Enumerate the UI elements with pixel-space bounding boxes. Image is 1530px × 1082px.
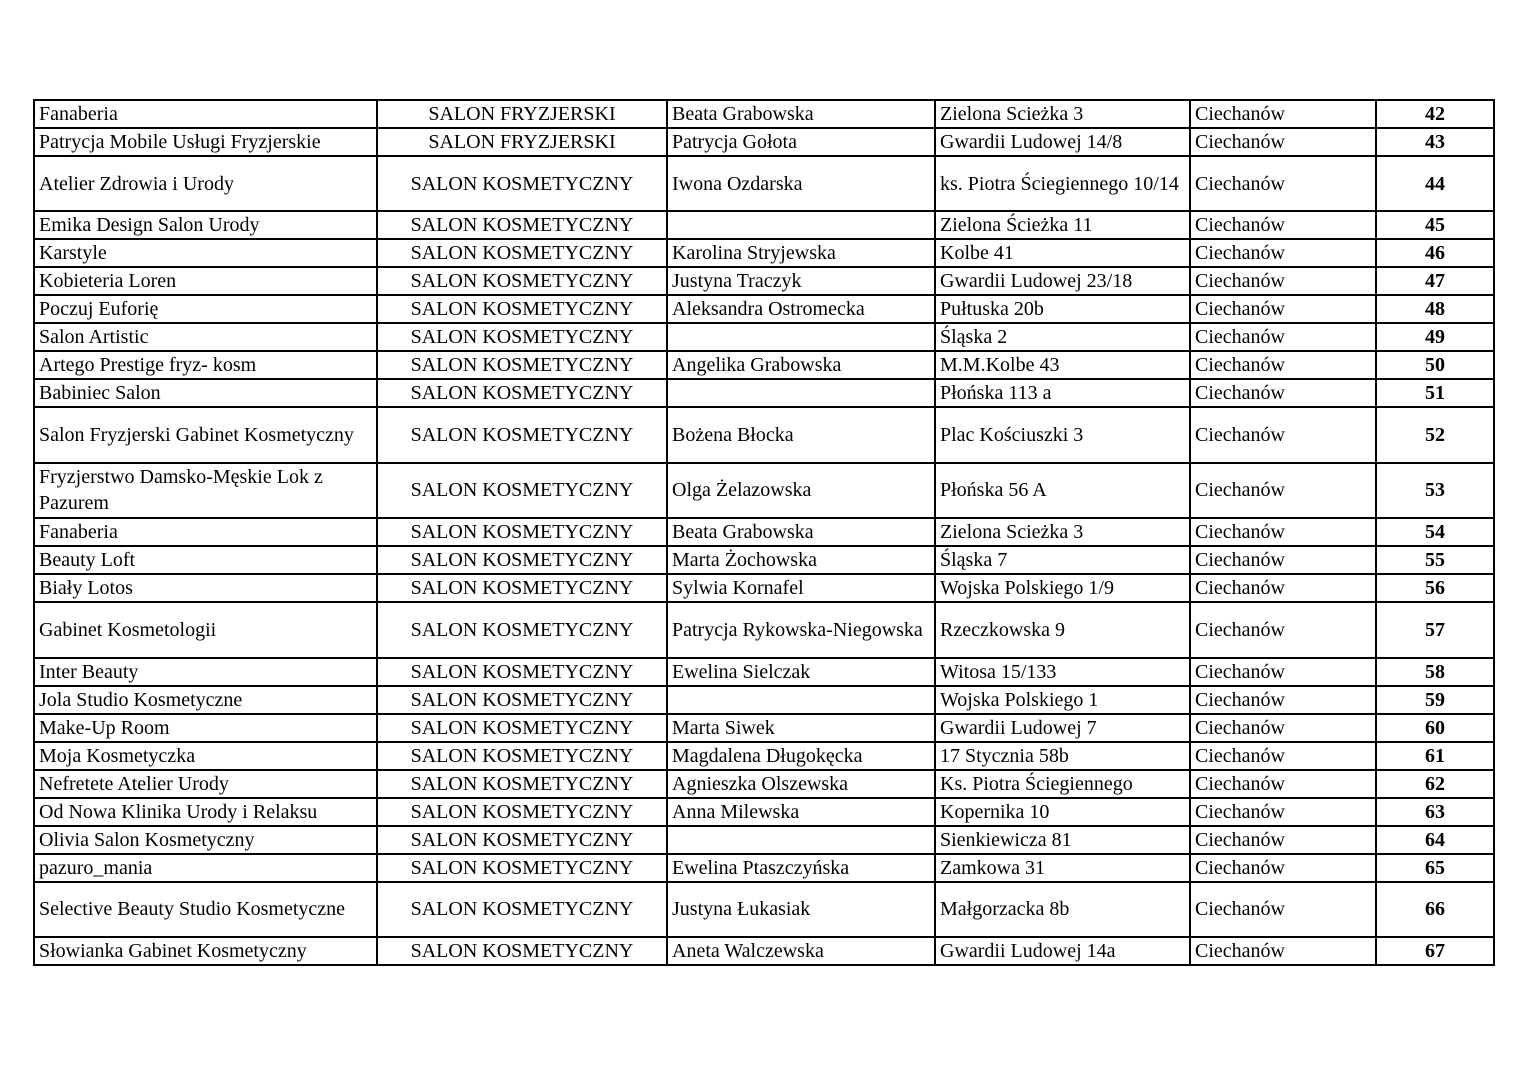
table-row xyxy=(34,742,1494,770)
address-cell: Wojska Polskiego 1 xyxy=(935,686,1190,714)
row-number-cell: 45 xyxy=(1376,211,1494,239)
salon-type-cell: SALON KOSMETYCZNY xyxy=(377,937,667,965)
row-number-cell: 42 xyxy=(1376,100,1494,128)
owner-name-cell: Agnieszka Olszewska xyxy=(667,770,935,798)
table-row xyxy=(34,798,1494,826)
salon-type-cell: SALON KOSMETYCZNY xyxy=(377,826,667,854)
table-row xyxy=(34,323,1494,351)
table-row xyxy=(34,239,1494,267)
salon-name-cell: Fanaberia xyxy=(34,518,377,546)
row-number-cell: 43 xyxy=(1376,128,1494,156)
city-cell: Ciechanów xyxy=(1190,742,1376,770)
city-cell: Ciechanów xyxy=(1190,546,1376,574)
owner-name-cell: Angelika Grabowska xyxy=(667,351,935,379)
city-cell: Ciechanów xyxy=(1190,518,1376,546)
table-row xyxy=(34,211,1494,239)
row-number-cell: 61 xyxy=(1376,742,1494,770)
salon-type-cell: SALON KOSMETYCZNY xyxy=(377,267,667,295)
address-cell: Rzeczkowska 9 xyxy=(935,602,1190,657)
table-row xyxy=(34,351,1494,379)
row-number-cell: 66 xyxy=(1376,882,1494,937)
salon-type-cell: SALON KOSMETYCZNY xyxy=(377,798,667,826)
salon-name-cell: Salon Fryzjerski Gabinet Kosmetyczny xyxy=(34,407,377,462)
salon-name-cell: Od Nowa Klinika Urody i Relaksu xyxy=(34,798,377,826)
salon-type-cell: SALON KOSMETYCZNY xyxy=(377,295,667,323)
salon-type-cell: SALON KOSMETYCZNY xyxy=(377,463,667,518)
table-row xyxy=(34,574,1494,602)
salon-name-cell: Jola Studio Kosmetyczne xyxy=(34,686,377,714)
owner-name-cell: Marta Żochowska xyxy=(667,546,935,574)
address-cell: Gwardii Ludowej 14/8 xyxy=(935,128,1190,156)
table-row xyxy=(34,602,1494,657)
address-cell: Gwardii Ludowej 7 xyxy=(935,714,1190,742)
address-cell: Kolbe 41 xyxy=(935,239,1190,267)
row-number-cell: 46 xyxy=(1376,239,1494,267)
city-cell: Ciechanów xyxy=(1190,128,1376,156)
city-cell: Ciechanów xyxy=(1190,100,1376,128)
row-number-cell: 60 xyxy=(1376,714,1494,742)
salon-name-cell: Salon Artistic xyxy=(34,323,377,351)
table-row xyxy=(34,100,1494,128)
salon-type-cell: SALON KOSMETYCZNY xyxy=(377,574,667,602)
owner-name-cell: Justyna Łukasiak xyxy=(667,882,935,937)
row-number-cell: 67 xyxy=(1376,937,1494,965)
salon-name-cell: Karstyle xyxy=(34,239,377,267)
owner-name-cell: Karolina Stryjewska xyxy=(667,239,935,267)
table-row xyxy=(34,463,1494,518)
salon-type-cell: SALON KOSMETYCZNY xyxy=(377,658,667,686)
address-cell: Zielona Ścieżka 11 xyxy=(935,211,1190,239)
city-cell: Ciechanów xyxy=(1190,295,1376,323)
salon-name-cell: Gabinet Kosmetologii xyxy=(34,602,377,657)
table-row xyxy=(34,686,1494,714)
city-cell: Ciechanów xyxy=(1190,658,1376,686)
row-number-cell: 57 xyxy=(1376,602,1494,657)
row-number-cell: 62 xyxy=(1376,770,1494,798)
row-number-cell: 58 xyxy=(1376,658,1494,686)
owner-name-cell xyxy=(667,379,935,407)
city-cell: Ciechanów xyxy=(1190,826,1376,854)
table-row xyxy=(34,267,1494,295)
address-cell: Pułtuska 20b xyxy=(935,295,1190,323)
salon-name-cell: Inter Beauty xyxy=(34,658,377,686)
row-number-cell: 65 xyxy=(1376,854,1494,882)
row-number-cell: 64 xyxy=(1376,826,1494,854)
table-row xyxy=(34,937,1494,965)
salon-table xyxy=(33,99,1495,966)
owner-name-cell: Anna Milewska xyxy=(667,798,935,826)
salon-name-cell: Biały Lotos xyxy=(34,574,377,602)
address-cell: Plac Kościuszki 3 xyxy=(935,407,1190,462)
owner-name-cell: Magdalena Długokęcka xyxy=(667,742,935,770)
salon-type-cell: SALON KOSMETYCZNY xyxy=(377,518,667,546)
address-cell: Ks. Piotra Ściegiennego xyxy=(935,770,1190,798)
owner-name-cell: Beata Grabowska xyxy=(667,518,935,546)
city-cell: Ciechanów xyxy=(1190,714,1376,742)
salon-type-cell: SALON FRYZJERSKI xyxy=(377,100,667,128)
salon-type-cell: SALON KOSMETYCZNY xyxy=(377,379,667,407)
city-cell: Ciechanów xyxy=(1190,686,1376,714)
city-cell: Ciechanów xyxy=(1190,407,1376,462)
table-row xyxy=(34,882,1494,937)
address-cell: Małgorzacka 8b xyxy=(935,882,1190,937)
address-cell: Kopernika 10 xyxy=(935,798,1190,826)
row-number-cell: 50 xyxy=(1376,351,1494,379)
owner-name-cell: Bożena Błocka xyxy=(667,407,935,462)
owner-name-cell xyxy=(667,826,935,854)
owner-name-cell: Ewelina Ptaszczyńska xyxy=(667,854,935,882)
owner-name-cell: Ewelina Sielczak xyxy=(667,658,935,686)
address-cell: Zamkowa 31 xyxy=(935,854,1190,882)
row-number-cell: 51 xyxy=(1376,379,1494,407)
address-cell: Płońska 113 a xyxy=(935,379,1190,407)
salon-name-cell: Make-Up Room xyxy=(34,714,377,742)
table-row xyxy=(34,826,1494,854)
table-row xyxy=(34,379,1494,407)
table-row xyxy=(34,546,1494,574)
salon-type-cell: SALON KOSMETYCZNY xyxy=(377,546,667,574)
table-row xyxy=(34,128,1494,156)
city-cell: Ciechanów xyxy=(1190,379,1376,407)
salon-type-cell: SALON KOSMETYCZNY xyxy=(377,854,667,882)
address-cell: ks. Piotra Ściegiennego 10/14 xyxy=(935,156,1190,211)
city-cell: Ciechanów xyxy=(1190,882,1376,937)
owner-name-cell: Beata Grabowska xyxy=(667,100,935,128)
salon-name-cell: Atelier Zdrowia i Urody xyxy=(34,156,377,211)
city-cell: Ciechanów xyxy=(1190,351,1376,379)
owner-name-cell: Aneta Walczewska xyxy=(667,937,935,965)
salon-type-cell: SALON FRYZJERSKI xyxy=(377,128,667,156)
owner-name-cell: Sylwia Kornafel xyxy=(667,574,935,602)
salon-type-cell: SALON KOSMETYCZNY xyxy=(377,156,667,211)
salon-type-cell: SALON KOSMETYCZNY xyxy=(377,211,667,239)
city-cell: Ciechanów xyxy=(1190,574,1376,602)
row-number-cell: 55 xyxy=(1376,546,1494,574)
row-number-cell: 44 xyxy=(1376,156,1494,211)
salon-type-cell: SALON KOSMETYCZNY xyxy=(377,770,667,798)
owner-name-cell: Marta Siwek xyxy=(667,714,935,742)
address-cell: Sienkiewicza 81 xyxy=(935,826,1190,854)
address-cell: Gwardii Ludowej 23/18 xyxy=(935,267,1190,295)
salon-name-cell: Poczuj Euforię xyxy=(34,295,377,323)
city-cell: Ciechanów xyxy=(1190,463,1376,518)
row-number-cell: 48 xyxy=(1376,295,1494,323)
owner-name-cell: Aleksandra Ostromecka xyxy=(667,295,935,323)
salon-name-cell: Kobieteria Loren xyxy=(34,267,377,295)
salon-name-cell: Moja Kosmetyczka xyxy=(34,742,377,770)
salon-type-cell: SALON KOSMETYCZNY xyxy=(377,686,667,714)
salon-table-body xyxy=(34,100,1494,965)
salon-name-cell: Beauty Loft xyxy=(34,546,377,574)
address-cell: Śląska 7 xyxy=(935,546,1190,574)
salon-name-cell: Patrycja Mobile Usługi Fryzjerskie xyxy=(34,128,377,156)
row-number-cell: 63 xyxy=(1376,798,1494,826)
address-cell: M.M.Kolbe 43 xyxy=(935,351,1190,379)
salon-type-cell: SALON KOSMETYCZNY xyxy=(377,882,667,937)
city-cell: Ciechanów xyxy=(1190,937,1376,965)
salon-type-cell: SALON KOSMETYCZNY xyxy=(377,602,667,657)
city-cell: Ciechanów xyxy=(1190,211,1376,239)
salon-name-cell: Słowianka Gabinet Kosmetyczny xyxy=(34,937,377,965)
address-cell: Witosa 15/133 xyxy=(935,658,1190,686)
table-row xyxy=(34,658,1494,686)
salon-type-cell: SALON KOSMETYCZNY xyxy=(377,239,667,267)
address-cell: Płońska 56 A xyxy=(935,463,1190,518)
owner-name-cell xyxy=(667,211,935,239)
salon-name-cell: Selective Beauty Studio Kosmetyczne xyxy=(34,882,377,937)
salon-name-cell: Fryzjerstwo Damsko-Męskie Lok z Pazurem xyxy=(34,463,377,518)
row-number-cell: 56 xyxy=(1376,574,1494,602)
owner-name-cell: Justyna Traczyk xyxy=(667,267,935,295)
row-number-cell: 59 xyxy=(1376,686,1494,714)
table-row xyxy=(34,854,1494,882)
table-row xyxy=(34,770,1494,798)
row-number-cell: 47 xyxy=(1376,267,1494,295)
address-cell: Gwardii Ludowej 14a xyxy=(935,937,1190,965)
owner-name-cell xyxy=(667,323,935,351)
salon-type-cell: SALON KOSMETYCZNY xyxy=(377,714,667,742)
salon-type-cell: SALON KOSMETYCZNY xyxy=(377,407,667,462)
table-row xyxy=(34,407,1494,462)
salon-name-cell: Nefretete Atelier Urody xyxy=(34,770,377,798)
address-cell: 17 Stycznia 58b xyxy=(935,742,1190,770)
city-cell: Ciechanów xyxy=(1190,156,1376,211)
owner-name-cell xyxy=(667,686,935,714)
row-number-cell: 52 xyxy=(1376,407,1494,462)
city-cell: Ciechanów xyxy=(1190,602,1376,657)
city-cell: Ciechanów xyxy=(1190,770,1376,798)
salon-name-cell: Babiniec Salon xyxy=(34,379,377,407)
salon-name-cell: Emika Design Salon Urody xyxy=(34,211,377,239)
row-number-cell: 54 xyxy=(1376,518,1494,546)
city-cell: Ciechanów xyxy=(1190,798,1376,826)
address-cell: Wojska Polskiego 1/9 xyxy=(935,574,1190,602)
salon-type-cell: SALON KOSMETYCZNY xyxy=(377,351,667,379)
owner-name-cell: Patrycja Gołota xyxy=(667,128,935,156)
row-number-cell: 53 xyxy=(1376,463,1494,518)
table-row xyxy=(34,714,1494,742)
salon-name-cell: pazuro_mania xyxy=(34,854,377,882)
address-cell: Zielona Scieżka 3 xyxy=(935,100,1190,128)
city-cell: Ciechanów xyxy=(1190,323,1376,351)
salon-type-cell: SALON KOSMETYCZNY xyxy=(377,323,667,351)
row-number-cell: 49 xyxy=(1376,323,1494,351)
salon-name-cell: Fanaberia xyxy=(34,100,377,128)
table-row xyxy=(34,518,1494,546)
owner-name-cell: Iwona Ozdarska xyxy=(667,156,935,211)
salon-type-cell: SALON KOSMETYCZNY xyxy=(377,742,667,770)
address-cell: Zielona Scieżka 3 xyxy=(935,518,1190,546)
address-cell: Śląska 2 xyxy=(935,323,1190,351)
city-cell: Ciechanów xyxy=(1190,267,1376,295)
city-cell: Ciechanów xyxy=(1190,239,1376,267)
city-cell: Ciechanów xyxy=(1190,854,1376,882)
owner-name-cell: Patrycja Rykowska-Niegowska xyxy=(667,602,935,657)
table-row xyxy=(34,295,1494,323)
salon-name-cell: Olivia Salon Kosmetyczny xyxy=(34,826,377,854)
salon-name-cell: Artego Prestige fryz- kosm xyxy=(34,351,377,379)
table-row xyxy=(34,156,1494,211)
owner-name-cell: Olga Żelazowska xyxy=(667,463,935,518)
